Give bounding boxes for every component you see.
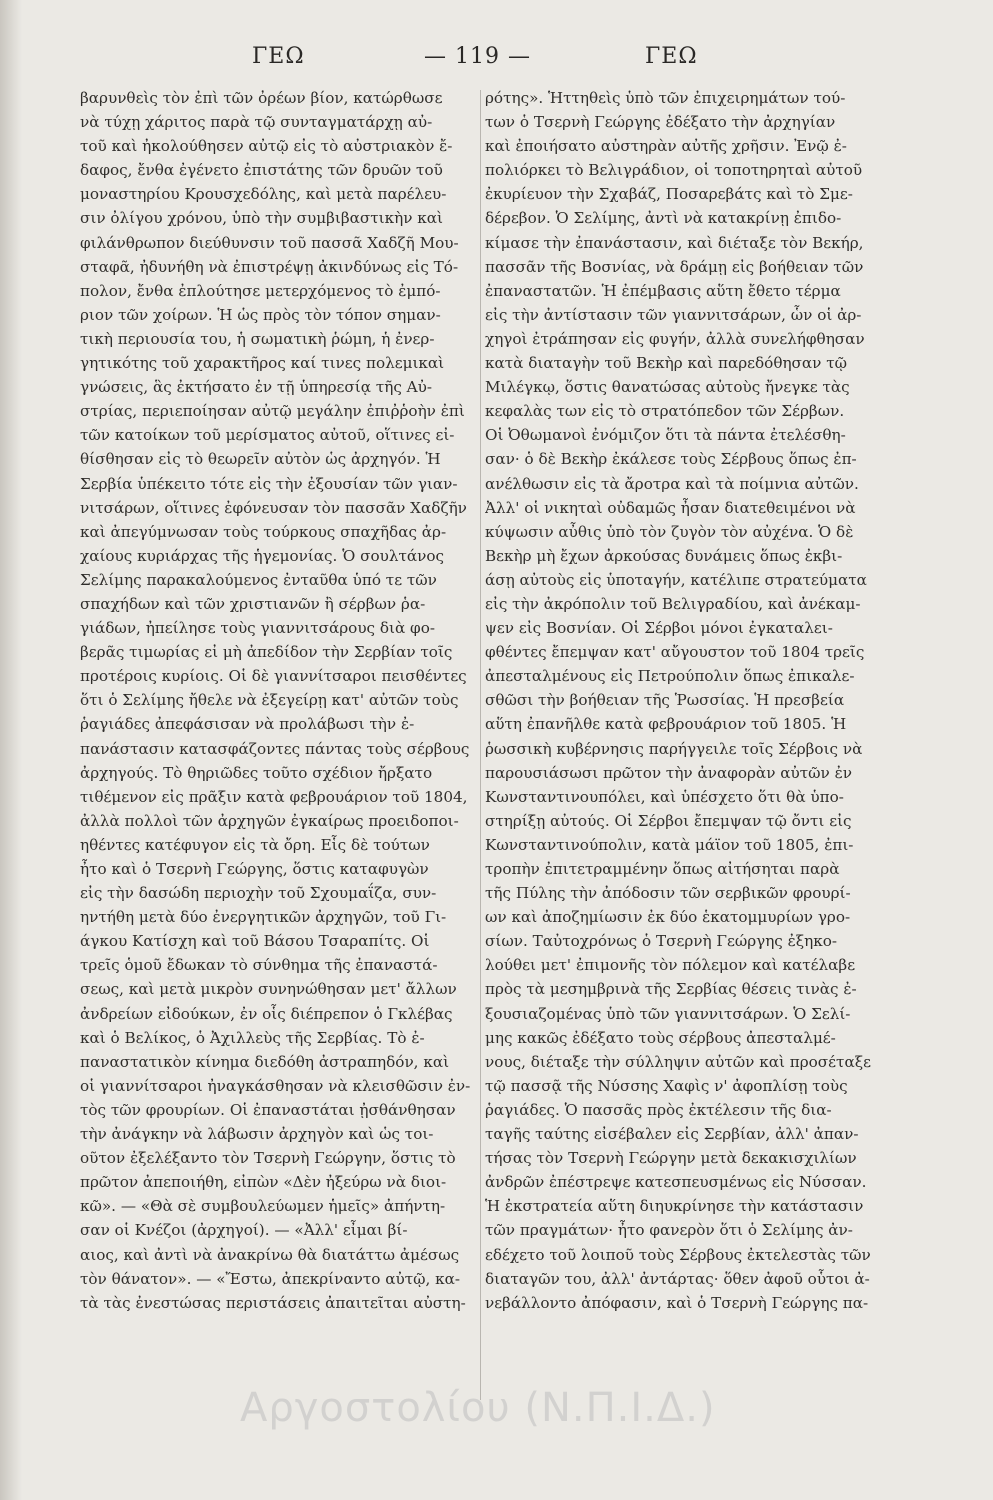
text-line: οῦτον ἐξελέξαντο τὸν Τσερνὴ Γεώργην, ὅστις τὸ [80,1149,456,1168]
text-line: φθέντες ἔπεμψαν κατ' αὔγουστον τοῦ 1804 τρεῖς [485,643,865,662]
text-line: εἰς τὴν δασώδη περιοχὴν τοῦ Σχουμαΐζα, συν- [80,884,437,903]
text-line: δέρεβον. Ὁ Σελίμης, ἀντὶ νὰ κατακρίνῃ ἐπιδο- [485,209,842,228]
page-edge-shadow [0,0,22,1500]
page-number: — 119 — [424,44,531,69]
text-line: πασσᾶν τῆς Βοσνίας, νὰ δράμῃ εἰς βοήθειαν τῶν [485,257,864,276]
text-line: Κωνσταντινούπολιν, κατὰ μάϊον τοῦ 1805, ἐπι- [485,835,854,854]
page-header [80,44,926,84]
text-line: Ἡ ἐκστρατεία αὕτη διηυκρίνησε τὴν κατάστασιν [485,1197,864,1216]
text-line: φιλάνθρωπον διεύθυνσιν τοῦ πασσᾶ Χαδζῆ Μου- [80,233,459,252]
text-line: κίμασε τὴν ἐπανάστασιν, καὶ διέταξε τὸν Βεκήρ, [485,233,864,252]
text-line: των ὁ Τσερνὴ Γεώργης ἐδέξατο τὴν ἀρχηγίαν [485,113,836,132]
text-line: εἰς τὴν ἀντίστασιν τῶν γιαννιτσάρων, ὧν οἱ ἀρ- [485,305,862,324]
text-line: εἰς τὴν ἀκρόπολιν τοῦ Βελιγραδίου, καὶ ἀνέκαμ- [485,594,861,613]
text-line: ηθέντες κατέφυγον εἰς τὰ ὄρη. Εἷς δὲ τούτων [80,835,430,854]
text-line: μοναστηρίου Κρουσχεδόλης, καὶ μετὰ παρέλευ- [80,185,447,204]
text-line: τοῦ καὶ ἠκολούθησεν αὐτῷ εἰς τὸ αὐστριακὸν ἔ- [80,137,453,156]
text-line: καὶ ὁ Βελίκος, ὁ Ἀχιλλεὺς τῆς Σερβίας. Τὸ ἐ- [80,1028,425,1047]
text-line: διαταγῶν του, ἀλλ' ἀντάρτας· ὅθεν ἀφοῦ οὗτοι ἀ- [485,1269,870,1288]
text-line: ἀλλὰ πολλοὶ τῶν ἀρχηγῶν ἐγκαίρως προειδοποι- [80,811,459,830]
text-line: ρότης». Ἡττηθεὶς ὑπὸ τῶν ἐπιχειρημάτων τού- [485,89,846,107]
text-line: κεφαλὰς των εἰς τὸ στρατόπεδον τῶν Σέρβων. [485,402,845,421]
text-line: σαν· ὁ δὲ Βεκὴρ ἐκάλεσε τοὺς Σέρβους ὅπως ἐπ- [485,450,857,469]
text-line: γητικότης τοῦ χαρακτῆρος καί τινες πολεμικαὶ [80,354,445,373]
text-line: λούθει μετ' ἐπιμονῆς τὸν πόλεμον καὶ κατέλαβε [485,956,856,975]
text-line: άγκου Κατίσχη καὶ τοῦ Βάσου Τσαραπίτς. Οἱ [80,932,430,951]
right-column [485,86,905,1315]
text-line: καὶ ἀπεγύμνωσαν τοὺς τούρκους σπαχῆδας ἀρ- [80,522,447,541]
text-line: τῷ πασσᾷ τῆς Νύσσης Χαφὶς ν' ἀφοπλίσῃ τοὺς [485,1076,848,1095]
text-line: πολιόρκει τὸ Βελιγράδιον, οἱ τοποτηρηταὶ αὐτοῦ [485,161,863,180]
text-line: άσῃ αὐτοὺς εἰς ὑποταγήν, κατέλιπε στρατεύματα [485,570,867,589]
text-line: τῆς Πύλης τὴν ἀπόδοσιν τῶν σερβικῶν φρουρί- [485,884,851,903]
text-line: ριον τῶν χοίρων. Ἡ ὡς πρὸς τὸν τόπον σημαν- [80,305,441,324]
text-line: ἀνδρείων εἰδούκων, ἐν οἷς διέπρεπον ὁ Γκλέβας [80,1004,453,1023]
text-line: ἐπαναστατῶν. Ἡ ἐπέμβασις αὕτη ἔθετο τέρμα [485,281,841,300]
text-line: Βεκὴρ μὴ ἔχων ἀρκούσας δυνάμεις ὅπως ἐκβι- [485,546,843,565]
text-line: νεβάλλοντο ἀπόφασιν, καὶ ὁ Τσερνὴ Γεώργης πα- [485,1293,869,1312]
text-line: τρεῖς ὁμοῦ ἔδωκαν τὸ σύνθημα τῆς ἐπαναστά- [80,956,438,975]
text-line: πρῶτον ἀπεποιήθη, εἰπὼν «Δὲν ἠξεύρω νὰ διοι- [80,1173,447,1192]
text-line: ων καὶ ἀποζημίωσιν ἐκ δύο ἑκατομμυρίων γρο- [485,908,851,927]
text-line: κατὰ διαταγὴν τοῦ Βεκὴρ καὶ παρεδόθησαν τῷ [485,354,848,373]
text-line: ψεν εἰς Βοσνίαν. Οἱ Σέρβοι μόνοι ἐγκαταλει- [485,619,833,638]
left-column [80,86,482,1315]
text-line: τὸν θάνατον». — «Ἔστω, ἀπεκρίναντο αὐτῷ, κα- [80,1269,461,1288]
text-line: δαφος, ἔνθα ἐγένετο ἐπιστάτης τῶν δρυῶν τοῦ [80,161,443,180]
text-line: ἦτο καὶ ὁ Τσερνὴ Γεώργης, ὅστις καταφυγὼν [80,860,429,878]
running-head-right: ΓΕΩ [645,44,698,69]
text-line: ὅτι ὁ Σελίμης ἤθελε νὰ ἐξεγείρῃ κατ' αὐτῶν τοὺς [80,691,459,710]
text-line: τῶν πραγμάτων· ἦτο φανερὸν ὅτι ὁ Σελίμης ἀν- [485,1221,853,1240]
text-line: ἐκυρίευον τὴν Σχαβάζ, Ποσαρεβάτς καὶ τὸ Σμε- [485,185,853,204]
text-line: παρουσιάσωσι πρῶτον τὴν ἀναφορὰν αὐτῶν ἐν [485,763,852,782]
text-line: νιτσάρων, οἵτινες ἐφόνευσαν τὸν πασσᾶν Χαδζῆν [80,498,467,517]
text-line: χηγοὶ ἐτράπησαν εἰς φυγήν, ἀλλὰ συνελήφθησαν [485,329,865,348]
text-line: χαίους κυριάρχας τῆς ἡγεμονίας. Ὁ σουλτάνος [80,546,444,565]
text-line: σιν ὀλίγου χρόνου, ὑπὸ τὴν συμβιβαστικὴν καὶ [80,209,443,228]
text-line: ανέλθωσιν εἰς τὰ ἄροτρα καὶ τὰ ποίμνια αὐτῶν. [485,474,859,493]
text-line: νους, διέταξε τὴν σύλληψιν αὐτῶν καὶ προσέταξε [485,1052,871,1071]
text-line: τὰ τὰς ἐνεστώσας περιστάσεις ἀπαιτεῖται αὐστη- [80,1293,466,1312]
text-line: ῥαγιάδες. Ὁ πασσᾶς πρὸς ἐκτέλεσιν τῆς δια- [485,1100,832,1119]
text-line: Σελίμης παρακαλούμενος ἐνταῦθα ὑπό τε τῶν [80,570,437,589]
text-line: οἱ γιαννίτσαροι ἠναγκάσθησαν νὰ κλεισθῶσιν ἐν- [80,1076,471,1095]
text-line: παναστατικὸν κίνημα διεδόθη ἀστραπηδόν, καὶ [80,1052,450,1071]
text-line: τὸς τῶν φρουρίων. Οἱ ἐπαναστάται ᾐσθάνθησαν [80,1100,456,1119]
text-line: Σερβία ὑπέκειτο τότε εἰς τὴν ἐξουσίαν τῶν γιαν- [80,474,458,493]
text-line: γιάδων, ἠπείλησε τοὺς γιαννιτσάρους διὰ φο- [80,619,435,638]
text-line: βερᾶς τιμωρίας εἰ μὴ ἀπεδίδον τὴν Σερβίαν τοῖς [80,643,453,662]
running-head-left: ΓΕΩ [252,44,305,69]
text-line: σίων. Ταὐτοχρόνως ὁ Τσερνὴ Γεώργης ἐξηκο- [485,932,838,951]
text-line: στηρίξῃ αὐτούς. Οἱ Σέρβοι ἔπεμψαν τῷ ὄντι εἰς [485,811,852,830]
text-line: κύψωσιν αὖθις ὑπὸ τὸν ζυγὸν τὸν αὐχένα. Ὁ δὲ [485,522,854,541]
text-line: ἀπεσταλμένους εἰς Πετρούπολιν ὅπως ἐπικαλε- [485,667,855,686]
text-line: Οἱ Ὀθωμανοὶ ἐνόμιζον ὅτι τὰ πάντα ἐτελέσθη- [485,426,846,445]
text-line: προτέροις κυρίοις. Οἱ δὲ γιαννίτσαροι πεισθέντες [80,667,467,686]
text-line: κῶ». — «Θὰ σὲ συμβουλεύωμεν ἡμεῖς» ἀπήντη- [80,1197,446,1216]
library-watermark: Αργοστολίου (Ν.Π.Ι.Δ.) [240,1385,716,1431]
text-line: αὕτη ἐπανῆλθε κατὰ φεβρουάριον τοῦ 1805. Ἡ [485,715,847,734]
text-line: στρίας, περιεποίησαν αὐτῷ μεγάλην ἐπιῤῥοὴν ἐπὶ [80,402,465,421]
text-line: τιθέμενον εἰς πρᾶξιν κατὰ φεβρουάριον τοῦ 1804, [80,787,468,806]
text-line: πρὸς τὰ μεσημβρινὰ τῆς Σερβίας θέσεις τινὰς ἐ- [485,980,857,999]
text-line: σθῶσι τὴν βοήθειαν τῆς Ῥωσσίας. Ἡ πρεσβεία [485,691,845,710]
text-line: ηντήθη μετὰ δύο ἐνεργητικῶν ἀρχηγῶν, τοῦ Γι- [80,908,447,927]
text-line: τικὴ περιουσία του, ἡ σωματικὴ ῥώμη, ἡ ἐνερ- [80,329,435,348]
text-line: ἀρχηγούς. Τὸ θηριῶδες τοῦτο σχέδιον ἤρξατο [80,763,433,782]
text-line: εδέχετο τοῦ λοιποῦ τοὺς Σέρβους ἐκτελεστὰς τῶν [485,1245,871,1264]
text-line: σαν οἱ Κνέζοι (ἀρχηγοί). — «Ἀλλ' εἶμαι βί- [80,1221,408,1240]
text-line: Ἀλλ' οἱ νικηταὶ οὐδαμῶς ἦσαν διατεθειμένοι νὰ [485,498,856,517]
text-line: τῶν κατοίκων τοῦ μερίσματος αὐτοῦ, οἵτινες εἰ- [80,426,455,445]
text-line: σταφᾶ, ἠδυνήθη νὰ ἐπιστρέψῃ ἀκινδύνως εἰς Τό- [80,257,459,276]
text-line: γνώσεις, ἃς ἐκτήσατο ἐν τῇ ὑπηρεσίᾳ τῆς Αὐ- [80,378,432,397]
text-line: ταγῆς ταύτης εἰσέβαλεν εἰς Σερβίαν, ἀλλ' ἀπαν- [485,1125,859,1144]
text-line: σπαχήδων καὶ τῶν χριστιανῶν ἢ σέρβων ῥα- [80,594,426,613]
text-line: βαρυνθεὶς τὸν ἐπὶ τῶν ὀρέων βίον, κατώρθωσε [80,89,443,107]
text-line: ῥαγιάδες ἀπεφάσισαν νὰ προλάβωσι τὴν ἐ- [80,715,415,734]
text-line: Κωνσταντινουπόλει, καὶ ὑπέσχετο ὅτι θὰ ὑπο- [485,787,844,806]
text-line: καὶ ἐποιήσατο αὐστηρὰν αὐτῆς χρῆσιν. Ἐνῷ ἐ- [485,137,847,156]
text-line: τὴν ἀνάγκην νὰ λάβωσιν ἀρχηγὸν καὶ ὡς τοι- [80,1125,434,1144]
text-line: αιος, καὶ ἀντὶ νὰ ἀνακρίνω θὰ διατάττω ἀμέσως [80,1245,460,1264]
text-line: νὰ τύχῃ χάριτος παρὰ τῷ συνταγματάρχῃ αὐ- [80,113,433,132]
text-line: τήσας τὸν Τσερνὴ Γεώργην μετὰ δεκακισχιλίων [485,1149,857,1168]
text-line: μης κακῶς ἐδέξατο τοὺς σέρβους ἀπεσταλμέ- [485,1028,836,1047]
text-line: πολον, ἔνθα ἐπλούτησε μετερχόμενος τὸ ἐμπό- [80,281,441,300]
text-line: ξουσιαζομένας ὑπὸ τῶν γιαννιτσάρων. Ὁ Σελί- [485,1004,851,1023]
text-line: Μιλέγκῳ, ὅστις θανατώσας αὐτοὺς ἤνεγκε τὰς [485,378,850,397]
text-line: θίσθησαν εἰς τὸ θεωρεῖν αὐτὸν ὡς ἀρχηγόν. Ἡ [80,450,441,469]
text-line: πανάστασιν κατασφάζοντες πάντας τοὺς σέρβους [80,739,470,758]
text-line: σεως, καὶ μετὰ μικρὸν συνηνώθησαν μετ' ἄλλων [80,980,457,999]
text-line: ῥωσσικὴ κυβέρνησις παρήγγειλε τοῖς Σέρβοις νὰ [485,739,863,758]
text-line: ἀνδρῶν ἐπέστρεψε κατεσπευσμένως εἰς Νύσσαν. [485,1173,867,1192]
text-line: τροπὴν ἐπιτετραμμένην ὅπως αἰτήσηται παρὰ [485,860,840,878]
